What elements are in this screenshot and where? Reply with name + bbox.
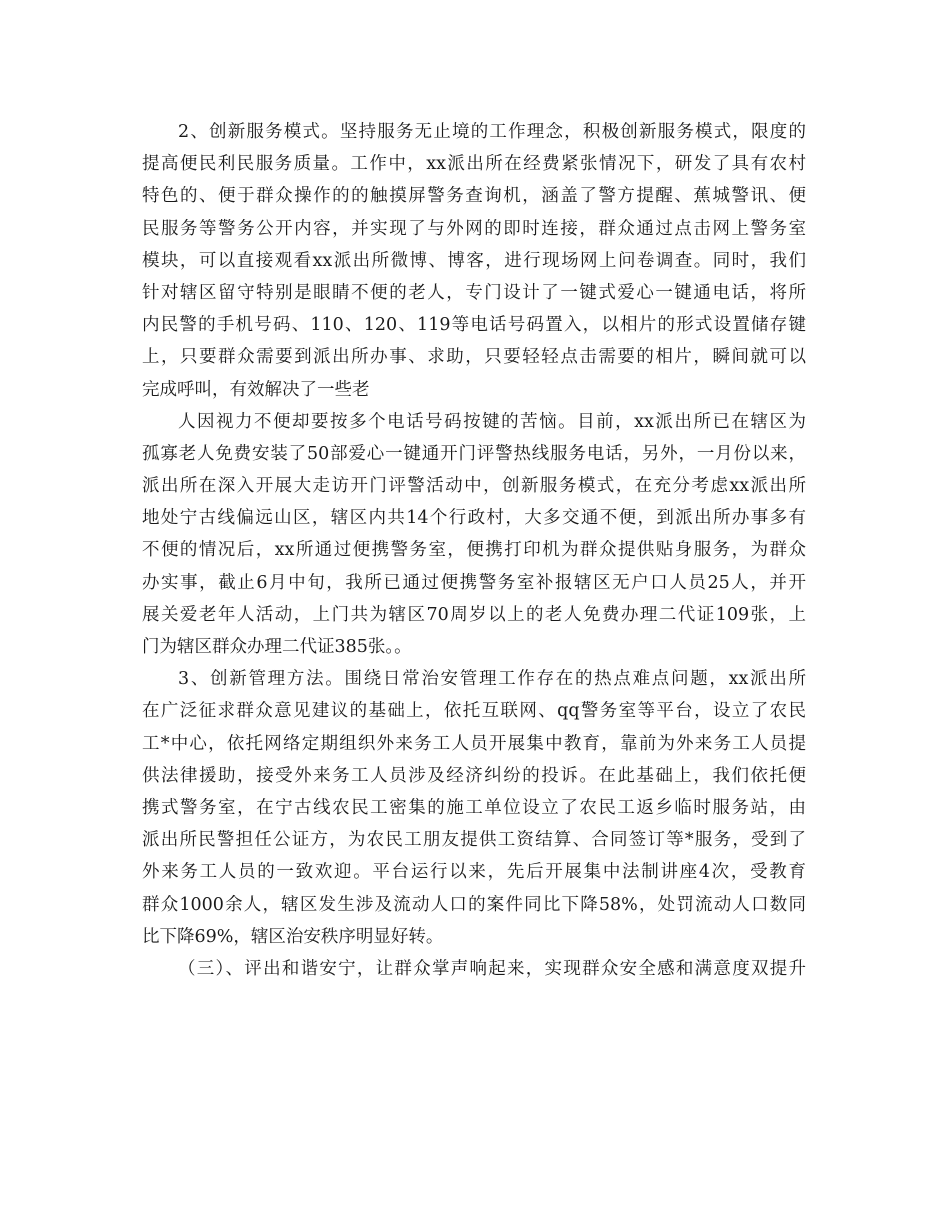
- text-line: 派出所民警担任公证方，为农民工朋友提供工资结算、合同签订等*服务，受到了: [142, 830, 806, 851]
- text-line: 民服务等警务公开内容，并实现了与外网的即时连接，群众通过点击网上警务室: [142, 218, 806, 239]
- document-body: [142, 116, 806, 985]
- text-line: 派出所在深入开展大走访开门评警活动中，创新服务模式，在充分考虑xx派出所: [142, 476, 806, 497]
- text-line: 办实事，截止6月中旬，我所已通过便携警务室补报辖区无户口人员25人，并开: [142, 572, 806, 593]
- paragraph-service-mode: [142, 116, 806, 406]
- section-heading-three: [142, 953, 806, 985]
- text-line: 展关爱老年人活动，上门共为辖区70周岁以上的老人免费办理二代证109张，上: [142, 604, 806, 625]
- text-line: 工*中心，依托网络定期组织外来务工人员开展集中教育，靠前为外来务工人员提: [142, 733, 806, 754]
- text-line: 特色的、便于群众操作的的触摸屏警务查询机，涵盖了警方提醒、蕉城警讯、便: [142, 186, 806, 207]
- text-line: 门为辖区群众办理二代证385张。。: [142, 637, 412, 657]
- text-line: 3、创新管理方法。围绕日常治安管理工作存在的热点难点问题，xx派出所: [178, 669, 806, 690]
- text-line: 不便的情况后，xx所通过便携警务室，便携打印机为群众提供贴身服务，为群众: [142, 540, 806, 561]
- text-line: 群众1000余人，辖区发生涉及流动人口的案件同比下降58%，处罚流动人口数同: [142, 894, 806, 915]
- text-line: 比下降69%，辖区治安秩序明显好转。: [142, 926, 444, 947]
- text-line: 供法律援助，接受外来务工人员涉及经济纠纷的投诉。在此基础上，我们依托便: [142, 765, 806, 786]
- text-line: 模块，可以直接观看xx派出所微博、博客，进行现场网上问卷调查。同时，我们: [142, 250, 806, 271]
- text-line: 人因视力不便却要按多个电话号码按键的苦恼。目前，xx派出所已在辖区为: [178, 411, 806, 432]
- text-line: 上，只要群众需要到派出所办事、求助，只要轻轻点击需要的相片，瞬间就可以: [142, 347, 806, 368]
- text-line: 内民警的手机号码、110、120、119等电话号码置入，以相片的形式设置储存键: [142, 315, 806, 336]
- text-line: 提高便民利民服务质量。工作中，xx派出所在经费紧张情况下，研发了具有农村: [142, 154, 806, 175]
- paragraph-management-method: [142, 663, 806, 953]
- text-line: （三）、评出和谐安宁，让群众掌声响起来，实现群众安全感和满意度双提升: [178, 958, 806, 979]
- text-line: 外来务工人员的一致欢迎。平台运行以来，先后开展集中法制讲座4次，受教育: [142, 862, 806, 883]
- text-line: 针对辖区留守特别是眼睛不便的老人，专门设计了一键式爱心一键通电话，将所: [142, 282, 806, 303]
- paragraph-elderly-service: [142, 406, 806, 664]
- text-line: 孤寡老人免费安装了50部爱心一键通开门评警热线服务电话，另外，一月份以来，: [142, 443, 806, 464]
- text-line: 在广泛征求群众意见建议的基础上，依托互联网、qq警务室等平台，设立了农民: [142, 701, 806, 722]
- text-line: 完成呼叫，有效解决了一些老: [142, 379, 370, 400]
- text-line: 携式警务室，在宁古线农民工密集的施工单位设立了农民工返乡临时服务站，由: [142, 797, 806, 818]
- text-line: 地处宁古线偏远山区，辖区内共14个行政村，大多交通不便，到派出所办事多有: [142, 508, 806, 529]
- text-line: 2、创新服务模式。坚持服务无止境的工作理念，积极创新服务模式，限度的: [178, 122, 806, 142]
